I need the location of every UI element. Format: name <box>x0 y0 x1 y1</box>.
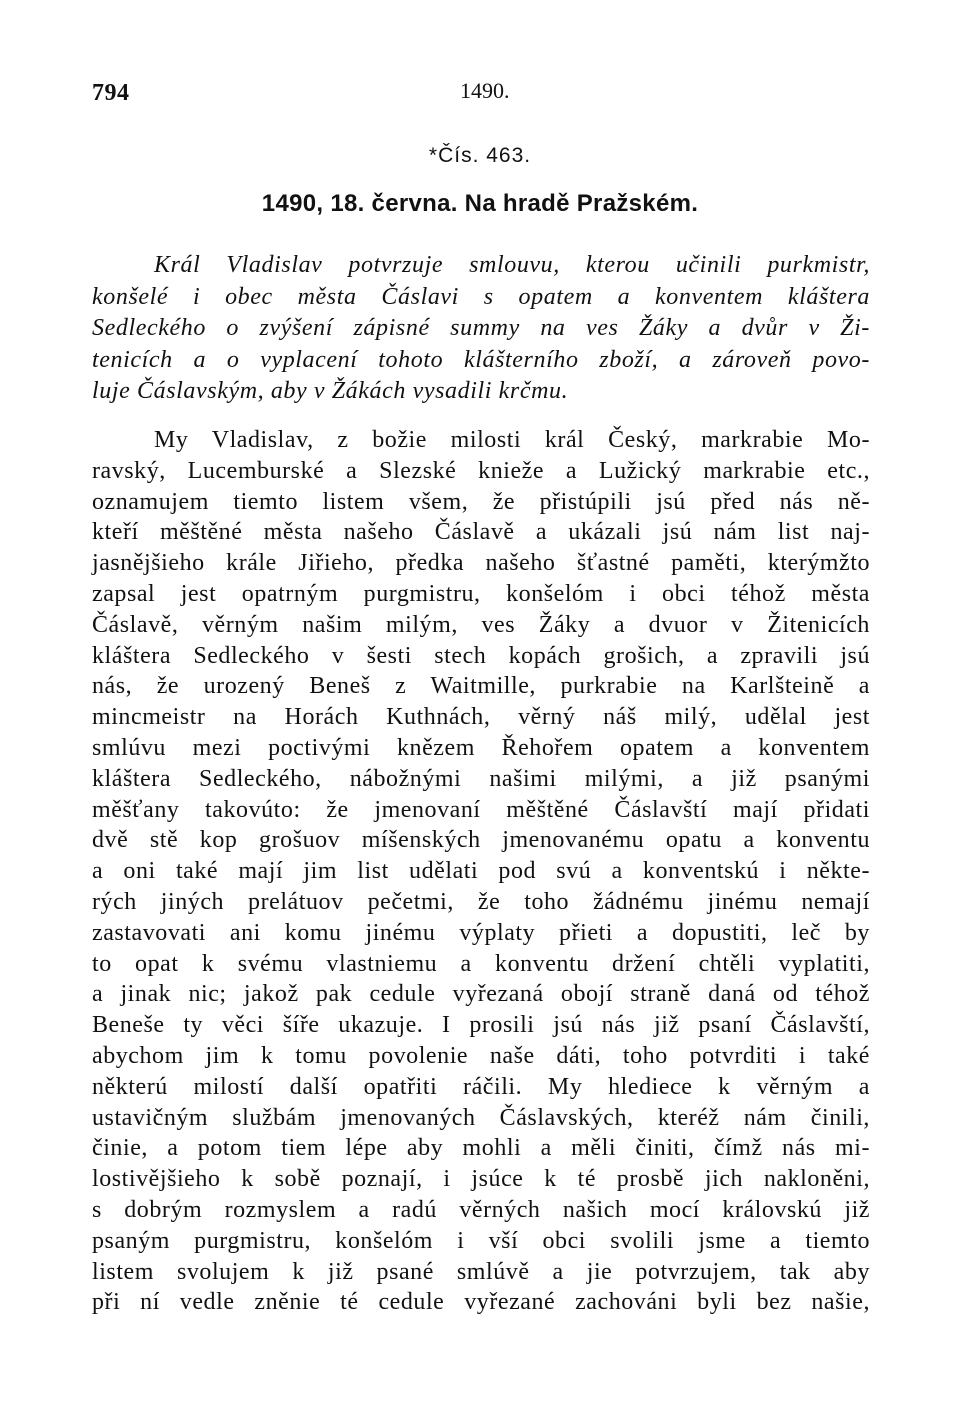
body-line: měšťany takovúto: že jmenovaní měštěné Čáslavští mají přidati <box>92 796 870 823</box>
regest-line: luje Čáslavským, aby v Žákách vysadili krčmu. <box>92 378 569 404</box>
document-dateline: 1490, 18. června. Na hradě Pražském. <box>261 190 699 217</box>
regest-summary <box>92 250 870 408</box>
body-line: smlúvu mezi poctivými knězem Řehořem opatem a konventem <box>92 734 870 761</box>
body-line: kláštera Sedleckého v šesti stech kopách grošich, a zpravili jsú <box>92 642 870 669</box>
running-header-year: 1490. <box>460 78 510 103</box>
document-number: *Čís. 463. <box>428 144 532 167</box>
regest-line: konšelé i obec města Čáslavi s opatem a konventem kláštera <box>92 283 870 310</box>
body-line: rých jiných prelátuov pečetmi, že toho žádnému jinému nemají <box>92 888 870 915</box>
body-line: a jinak nic; jakož pak cedule vyřezaná obojí straně daná od téhož <box>92 981 870 1008</box>
body-line: při ní vedle zněnie té cedule vyřezané zachováni byli bez našie, <box>92 1289 870 1316</box>
body-line: kteří měštěné města našeho Čáslavě a ukázali jsú nám list naj- <box>92 519 870 546</box>
body-line: zapsal jest opatrným purgmistru, konšelóm i obci téhož města <box>92 580 870 607</box>
body-line: oznamujem tiemto listem všem, že přistúpili jsú před nás ně- <box>92 488 870 515</box>
regest-line: tenicích a o vyplacení tohoto klášterního zboží, a zároveň povo- <box>92 346 870 373</box>
body-line: listem svolujem k již psané smlúvě a jie potvrzujem, tak aby <box>92 1258 870 1285</box>
body-line: lostivějšieho k sobě poznají, i jsúce k té prosbě jich nakloněni, <box>92 1166 870 1193</box>
body-line: mincmeistr na Horách Kuthnách, věrný náš milý, udělal jest <box>92 704 870 731</box>
body-line: ustavičným službám jmenovaných Čáslavských, kteréž nám činili, <box>92 1104 870 1131</box>
body-line: Beneše ty věci šíře ukazuje. I prosili jsú nás již psaní Čáslavští, <box>92 1012 870 1039</box>
body-line: dvě stě kop grošuov míšenských jmenovanému opatu a konventu <box>92 827 870 854</box>
body-line: zastavovati ani komu jinému výplaty přieti a dopustiti, leč by <box>92 919 870 946</box>
body-line: abychom jim k tomu povolenie naše dáti, toho potvrditi i také <box>92 1042 870 1069</box>
body-line: ravský, Lucemburské a Slezské knieže a Lužický markrabie etc., <box>92 457 870 484</box>
body-line: My Vladislav, z božie milosti král Český, markrabie Mo- <box>154 427 870 453</box>
body-line: kláštera Sedleckého, nábožnými našimi milými, a již psanými <box>92 765 870 792</box>
regest-line: Král Vladislav potvrzuje smlouvu, kterou učinili purkmistr, <box>154 252 870 278</box>
body-line: Čáslavě, věrným našim milým, ves Žáky a dvuor v Žitenicích <box>92 611 870 638</box>
body-line: činie, a potom tiem lépe aby mohli a měli činiti, čímž nás mi- <box>92 1135 870 1162</box>
regest-line: Sedleckého o zvýšení zápisné summy na ves Žáky a dvůr v Ži- <box>92 315 870 341</box>
page-number: 794 <box>92 80 130 106</box>
body-line: jasnějšieho krále Jiřieho, předka našeho šťastné paměti, kterýmžto <box>92 550 870 577</box>
charter-text <box>92 425 870 1318</box>
body-line: a oni také mají jim list udělati pod svú a konventskú i někte- <box>92 858 870 885</box>
body-line: s dobrým rozmyslem a radú věrných našich mocí královskú již <box>92 1196 870 1223</box>
body-line: nás, že urozený Beneš z Waitmille, purkrabie na Karlšteině a <box>92 673 870 700</box>
body-line: některú milostí další opatřiti ráčili. My hlediece k věrným a <box>92 1073 870 1100</box>
body-line: psaným purgmistru, konšelóm i vší obci svolili jsme a tiemto <box>92 1227 870 1254</box>
body-line: to opat k svému vlastniemu a konventu držení chtěli vyplatiti, <box>92 950 870 977</box>
